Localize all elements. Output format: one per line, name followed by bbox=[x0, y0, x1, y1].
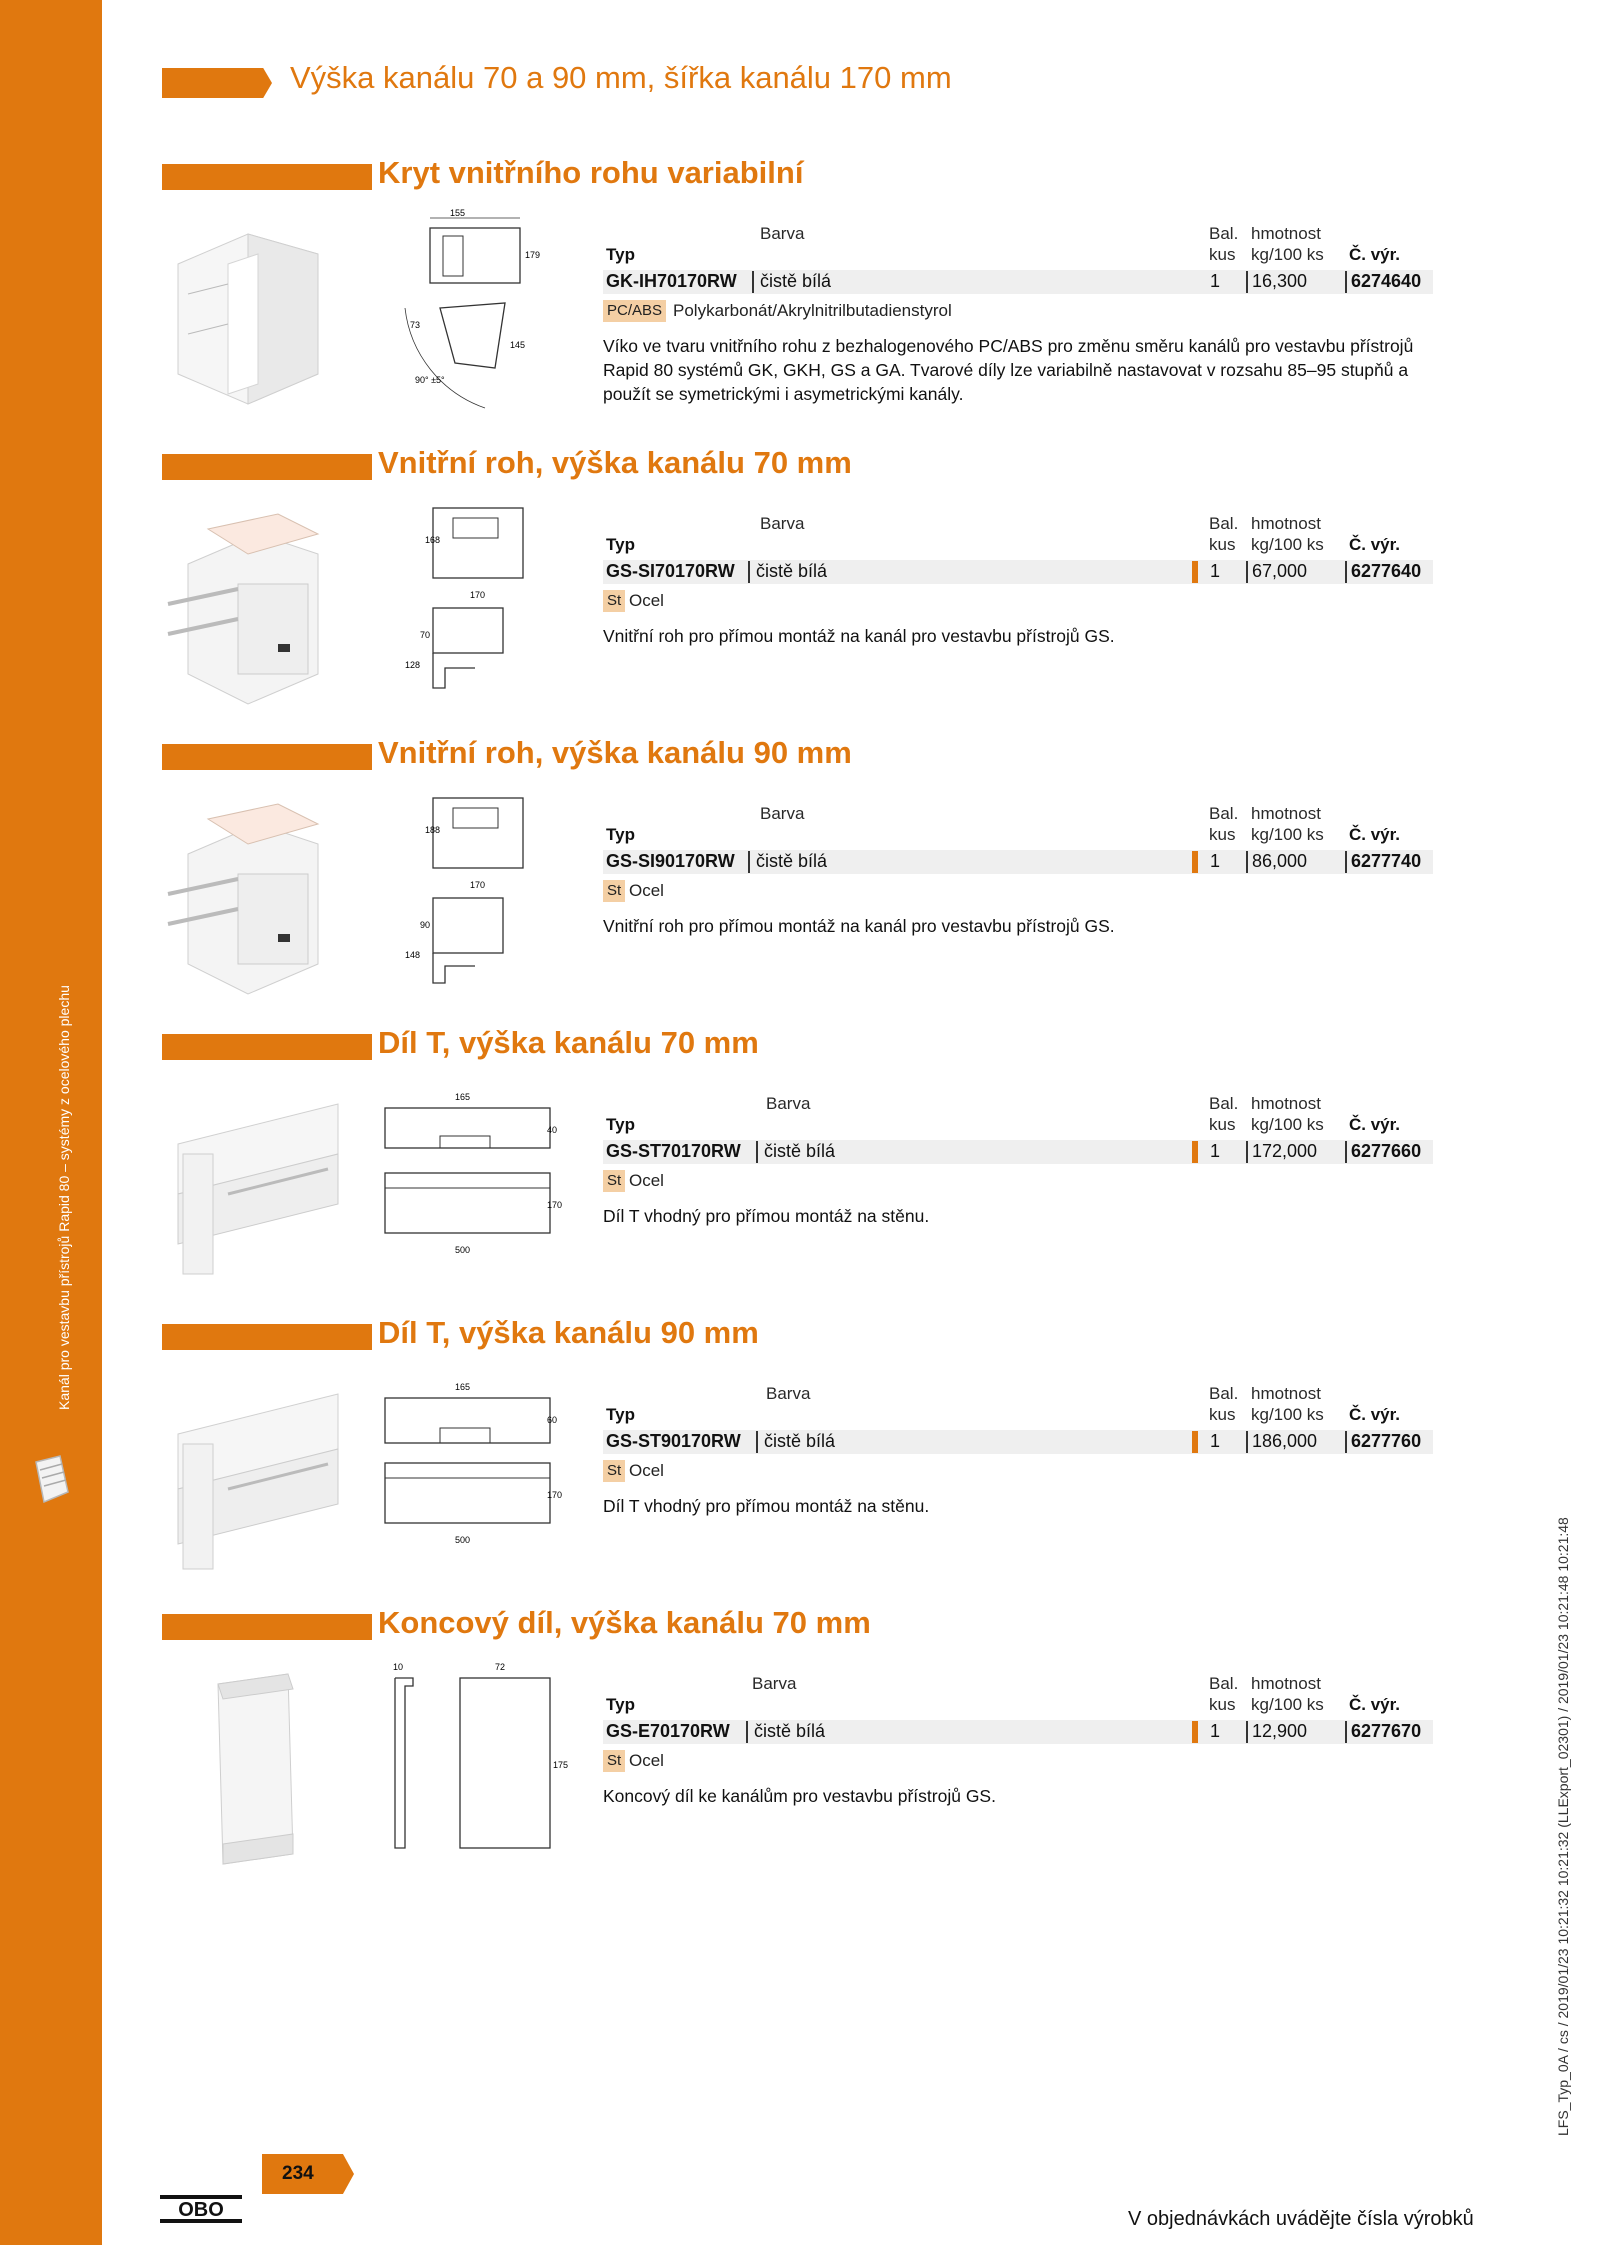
technical-drawing bbox=[385, 208, 557, 408]
col-article-label: Č. výr. bbox=[1349, 1695, 1401, 1714]
dim-label: 10 bbox=[393, 1662, 404, 1672]
col-color-label: Barva bbox=[766, 1094, 811, 1113]
col-article-label: Č. výr. bbox=[1349, 1115, 1401, 1134]
col-color-label: Barva bbox=[766, 1384, 811, 1403]
type-code: GS-SI70170RW bbox=[606, 561, 735, 581]
section-title: Kryt vnitřního rohu variabilní bbox=[378, 155, 804, 190]
separator bbox=[752, 271, 754, 293]
dim-label: 168 bbox=[425, 535, 441, 545]
separator bbox=[1246, 561, 1248, 583]
dim-label: 175 bbox=[553, 1760, 569, 1770]
section-title: Vnitřní roh, výška kanálu 70 mm bbox=[378, 445, 852, 480]
color-value: čistě bílá bbox=[760, 271, 832, 291]
page-number: 234 bbox=[282, 2163, 314, 2184]
color-value: čistě bílá bbox=[754, 1721, 826, 1741]
section-accent-bar bbox=[162, 164, 372, 190]
article-number: 6277760 bbox=[1351, 1431, 1422, 1451]
col-bal-label: Bal. bbox=[1209, 1384, 1239, 1403]
separator bbox=[748, 561, 750, 583]
status-flag bbox=[1192, 561, 1198, 583]
qty-value: 1 bbox=[1210, 271, 1221, 291]
product-photo bbox=[168, 804, 344, 994]
separator bbox=[1345, 1141, 1347, 1163]
material-code: St bbox=[603, 1750, 625, 1772]
section-title: Vnitřní roh, výška kanálu 90 mm bbox=[378, 735, 852, 770]
section-accent-bar bbox=[162, 1034, 372, 1060]
dim-label: 128 bbox=[405, 660, 421, 670]
product-description: Díl T vhodný pro přímou montáž na stěnu. bbox=[603, 1206, 930, 1226]
separator bbox=[756, 1431, 758, 1453]
technical-drawing bbox=[385, 1368, 563, 1568]
material-name: Ocel bbox=[629, 1461, 664, 1480]
col-kg-label: kg/100 ks bbox=[1251, 825, 1324, 844]
weight-value: 86,000 bbox=[1252, 851, 1308, 871]
col-kus-label: kus bbox=[1209, 535, 1236, 554]
col-article-label: Č. výr. bbox=[1349, 1405, 1401, 1424]
dim-label: 170 bbox=[470, 590, 486, 600]
type-code: GS-ST90170RW bbox=[606, 1431, 741, 1451]
col-type-label: Typ bbox=[606, 825, 635, 844]
obo-logo bbox=[160, 2195, 242, 2223]
product-photo bbox=[168, 224, 344, 414]
separator bbox=[1345, 561, 1347, 583]
separator bbox=[1345, 271, 1347, 293]
separator bbox=[1345, 1431, 1347, 1453]
col-bal-label: Bal. bbox=[1209, 1094, 1239, 1113]
dim-label: 500 bbox=[455, 1535, 471, 1545]
material-code: St bbox=[603, 1170, 625, 1192]
material-name: Polykarbonát/Akrylnitrilbutadienstyrol bbox=[673, 301, 952, 320]
section-title: Díl T, výška kanálu 70 mm bbox=[378, 1025, 759, 1060]
material-name: Ocel bbox=[629, 881, 664, 900]
type-code: GS-SI90170RW bbox=[606, 851, 735, 871]
col-type-label: Typ bbox=[606, 1695, 635, 1714]
col-kg-label: kg/100 ks bbox=[1251, 245, 1324, 264]
col-article-label: Č. výr. bbox=[1349, 825, 1401, 844]
dim-label: 60 bbox=[547, 1415, 558, 1425]
col-color-label: Barva bbox=[760, 224, 805, 243]
product-section bbox=[0, 735, 1600, 1034]
weight-value: 172,000 bbox=[1252, 1141, 1318, 1161]
separator bbox=[1246, 271, 1248, 293]
product-section bbox=[0, 1315, 1600, 1614]
separator bbox=[756, 1141, 758, 1163]
dim-label: 145 bbox=[510, 340, 526, 350]
col-kg-label: kg/100 ks bbox=[1251, 1405, 1324, 1424]
dim-label: 148 bbox=[405, 950, 421, 960]
technical-drawing bbox=[385, 1078, 563, 1278]
article-number: 6274640 bbox=[1351, 271, 1422, 291]
dim-label: 500 bbox=[455, 1245, 471, 1255]
dim-label: 165 bbox=[455, 1382, 471, 1392]
col-kus-label: kus bbox=[1209, 1115, 1236, 1134]
dim-label: 170 bbox=[547, 1490, 563, 1500]
weight-value: 186,000 bbox=[1252, 1431, 1318, 1451]
separator bbox=[1246, 1141, 1248, 1163]
material-code: St bbox=[603, 1460, 625, 1482]
dim-label: 170 bbox=[470, 880, 486, 890]
col-kg-label: kg/100 ks bbox=[1251, 535, 1324, 554]
dim-label: 165 bbox=[455, 1092, 471, 1102]
weight-value: 67,000 bbox=[1252, 561, 1308, 581]
product-photo bbox=[168, 1674, 344, 1864]
col-type-label: Typ bbox=[606, 245, 635, 264]
dim-label: 155 bbox=[450, 208, 466, 218]
weight-value: 16,300 bbox=[1252, 271, 1308, 291]
product-photo bbox=[168, 514, 344, 704]
material-code: PC/ABS bbox=[603, 300, 666, 322]
status-flag bbox=[1192, 851, 1198, 873]
col-article-label: Č. výr. bbox=[1349, 535, 1401, 554]
separator bbox=[748, 851, 750, 873]
color-value: čistě bílá bbox=[764, 1431, 836, 1451]
type-code: GS-ST70170RW bbox=[606, 1141, 741, 1161]
col-kus-label: kus bbox=[1209, 245, 1236, 264]
color-value: čistě bílá bbox=[764, 1141, 836, 1161]
type-code: GS-E70170RW bbox=[606, 1721, 730, 1741]
dim-label: 170 bbox=[547, 1200, 563, 1210]
material-code: St bbox=[603, 880, 625, 902]
product-section bbox=[0, 1605, 1600, 1904]
product-description: Díl T vhodný pro přímou montáž na stěnu. bbox=[603, 1496, 930, 1516]
page-title: Výška kanálu 70 a 90 mm, šířka kanálu 170 mm bbox=[290, 60, 952, 95]
separator bbox=[1246, 1431, 1248, 1453]
col-kus-label: kus bbox=[1209, 1405, 1236, 1424]
col-bal-label: Bal. bbox=[1209, 1674, 1239, 1693]
col-kg-label: kg/100 ks bbox=[1251, 1695, 1324, 1714]
col-kus-label: kus bbox=[1209, 825, 1236, 844]
col-bal-label: Bal. bbox=[1209, 804, 1239, 823]
sidebar-text: Kanál pro vestavbu přístrojů Rapid 80 – systémy z ocelového plechu bbox=[56, 985, 72, 1410]
product-section bbox=[0, 155, 1600, 454]
technical-drawing bbox=[385, 498, 557, 698]
separator bbox=[1345, 851, 1347, 873]
separator bbox=[1246, 851, 1248, 873]
material-name: Ocel bbox=[629, 591, 664, 610]
col-weight-label: hmotnost bbox=[1251, 1094, 1321, 1113]
product-description: Koncový díl ke kanálům pro vestavbu přístrojů GS. bbox=[603, 1786, 996, 1806]
col-type-label: Typ bbox=[606, 535, 635, 554]
qty-value: 1 bbox=[1210, 561, 1221, 581]
status-flag bbox=[1192, 1721, 1198, 1743]
product-photo bbox=[168, 1384, 344, 1574]
technical-drawing bbox=[385, 788, 557, 988]
col-weight-label: hmotnost bbox=[1251, 224, 1321, 243]
technical-drawing bbox=[385, 1658, 569, 1858]
dim-label: 72 bbox=[495, 1662, 506, 1672]
col-color-label: Barva bbox=[760, 514, 805, 533]
article-number: 6277740 bbox=[1351, 851, 1422, 871]
status-flag bbox=[1192, 1141, 1198, 1163]
product-description: Víko ve tvaru vnitřního rohu z bezhalogenového PC/ABS pro změnu směru kanálů pro vestavbu přístrojů Rapid 80 systémů GK, GKH, GS a GA. Tvarové díly lze variabilně nastavovat v rozsahu 85–95 stupňů a použít se symetrickými i asymetrickými kanály. bbox=[603, 336, 1414, 404]
section-title: Díl T, výška kanálu 90 mm bbox=[378, 1315, 759, 1350]
col-article-label: Č. výr. bbox=[1349, 245, 1401, 264]
product-section bbox=[0, 1025, 1600, 1324]
status-flag bbox=[1192, 1431, 1198, 1453]
dim-label: 179 bbox=[525, 250, 541, 260]
separator bbox=[1246, 1721, 1248, 1743]
article-number: 6277640 bbox=[1351, 561, 1422, 581]
product-description: Vnitřní roh pro přímou montáž na kanál pro vestavbu přístrojů GS. bbox=[603, 916, 1115, 936]
separator bbox=[1345, 1721, 1347, 1743]
dim-label: 188 bbox=[425, 825, 441, 835]
document-meta: LFS_Typ_0A / cs / 2019/01/23 10:21:32 10:21:32 (LLExport_02301) / 2019/01/23 10:21:48 10:21:48 bbox=[1555, 1517, 1571, 2136]
col-color-label: Barva bbox=[760, 804, 805, 823]
material-name: Ocel bbox=[629, 1171, 664, 1190]
col-type-label: Typ bbox=[606, 1115, 635, 1134]
qty-value: 1 bbox=[1210, 1141, 1221, 1161]
section-accent-bar bbox=[162, 744, 372, 770]
col-kg-label: kg/100 ks bbox=[1251, 1115, 1324, 1134]
color-value: čistě bílá bbox=[756, 561, 828, 581]
dim-label: 73 bbox=[410, 320, 421, 330]
section-accent-bar bbox=[162, 1324, 372, 1350]
product-photo bbox=[168, 1094, 344, 1284]
product-section bbox=[0, 445, 1600, 744]
article-number: 6277670 bbox=[1351, 1721, 1422, 1741]
col-color-label: Barva bbox=[752, 1674, 797, 1693]
dim-label: 70 bbox=[420, 630, 431, 640]
col-bal-label: Bal. bbox=[1209, 224, 1239, 243]
dim-label: 40 bbox=[547, 1125, 558, 1135]
logo-text: OBO bbox=[178, 2199, 224, 2221]
col-bal-label: Bal. bbox=[1209, 514, 1239, 533]
color-value: čistě bílá bbox=[756, 851, 828, 871]
section-accent-bar bbox=[162, 454, 372, 480]
qty-value: 1 bbox=[1210, 1431, 1221, 1451]
col-weight-label: hmotnost bbox=[1251, 1384, 1321, 1403]
section-title: Koncový díl, výška kanálu 70 mm bbox=[378, 1605, 871, 1640]
dim-label: 90° ±5° bbox=[415, 375, 445, 385]
article-number: 6277660 bbox=[1351, 1141, 1422, 1161]
type-code: GK-IH70170RW bbox=[606, 271, 737, 291]
col-weight-label: hmotnost bbox=[1251, 804, 1321, 823]
footer-note: V objednávkách uvádějte čísla výrobků bbox=[1128, 2208, 1474, 2230]
product-description: Vnitřní roh pro přímou montáž na kanál pro vestavbu přístrojů GS. bbox=[603, 626, 1115, 646]
col-weight-label: hmotnost bbox=[1251, 1674, 1321, 1693]
qty-value: 1 bbox=[1210, 1721, 1221, 1741]
col-type-label: Typ bbox=[606, 1405, 635, 1424]
material-code: St bbox=[603, 590, 625, 612]
col-weight-label: hmotnost bbox=[1251, 514, 1321, 533]
weight-value: 12,900 bbox=[1252, 1721, 1308, 1741]
qty-value: 1 bbox=[1210, 851, 1221, 871]
material-name: Ocel bbox=[629, 1751, 664, 1770]
separator bbox=[746, 1721, 748, 1743]
section-accent-bar bbox=[162, 1614, 372, 1640]
header-accent-tab bbox=[162, 68, 272, 98]
col-kus-label: kus bbox=[1209, 1695, 1236, 1714]
dim-label: 90 bbox=[420, 920, 431, 930]
